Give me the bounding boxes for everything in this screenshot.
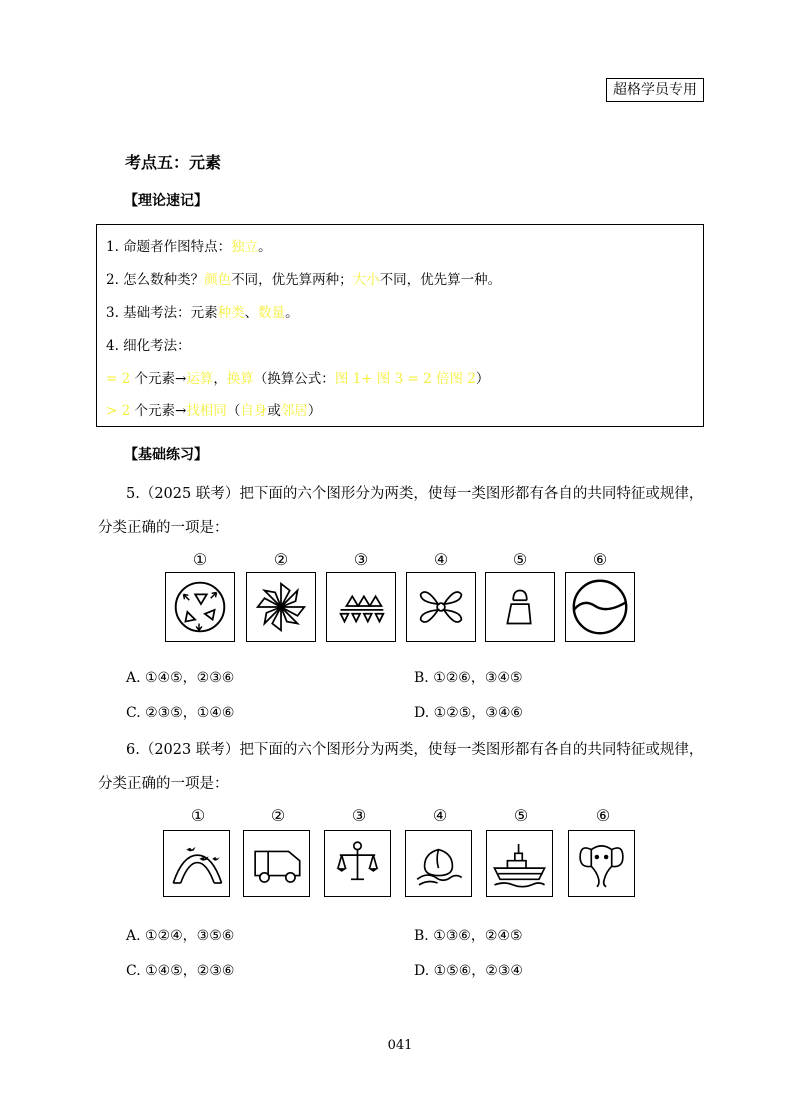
theory-heading: 【理论速记】 xyxy=(124,193,208,209)
ship-icon xyxy=(487,831,552,896)
yin-yang-wave-icon xyxy=(566,573,634,641)
q5-label-2: ② xyxy=(273,550,289,569)
q5-option-b[interactable]: B. ①②⑥，③④⑤ xyxy=(414,670,523,686)
q6-label-4: ④ xyxy=(432,806,448,825)
q6-figure-6[interactable] xyxy=(568,830,635,897)
question-5-text-cont: 分类正确的一项是： xyxy=(98,520,229,536)
elephant-icon xyxy=(569,831,634,896)
q5-label-3: ③ xyxy=(353,550,369,569)
scale-person-icon xyxy=(325,831,390,896)
q6-label-2: ② xyxy=(270,806,286,825)
bus-icon xyxy=(244,831,309,896)
q6-option-d[interactable]: D. ①⑤⑥，②③④ xyxy=(414,963,523,979)
q6-label-6: ⑥ xyxy=(595,806,611,825)
q5-figure-2[interactable] xyxy=(246,572,316,642)
q6-option-b[interactable]: B. ①③⑥，②④⑤ xyxy=(414,928,523,944)
q6-option-c[interactable]: C. ①④⑤，②③⑥ xyxy=(126,963,235,979)
peach-icon xyxy=(406,831,471,896)
q5-figure-3[interactable] xyxy=(326,572,396,642)
q6-figure-4[interactable] xyxy=(405,830,472,897)
question-5-text: 5.（2025 联考）把下面的六个图形分为两类，使每一类图形都有各自的共同特征或规律， xyxy=(126,486,704,502)
q5-figure-1[interactable] xyxy=(165,572,235,642)
q6-label-1: ① xyxy=(190,806,206,825)
bridge-birds-icon xyxy=(164,831,229,896)
q6-figure-5[interactable] xyxy=(486,830,553,897)
q6-figure-2[interactable] xyxy=(243,830,310,897)
theory-line-3: 3. 基础考法：元素种类、数量。 xyxy=(106,305,299,321)
circle-arrows-icon xyxy=(166,573,234,641)
practice-heading: 【基础练习】 xyxy=(124,447,208,463)
q6-figure-1[interactable] xyxy=(163,830,230,897)
question-6-text: 6.（2023 联考）把下面的六个图形分为两类，使每一类图形都有各自的共同特征或规律， xyxy=(126,742,704,758)
q6-option-a[interactable]: A. ①②④，③⑤⑥ xyxy=(126,928,235,944)
q5-option-d[interactable]: D. ①②⑤，③④⑥ xyxy=(414,705,523,721)
q6-figure-3[interactable] xyxy=(324,830,391,897)
exclusive-badge: 超格学员专用 xyxy=(606,78,704,102)
q5-option-c[interactable]: C. ②③⑤，①④⑥ xyxy=(126,705,235,721)
q5-label-5: ⑤ xyxy=(512,550,528,569)
question-6-text-cont: 分类正确的一项是： xyxy=(98,776,229,792)
q5-label-6: ⑥ xyxy=(592,550,608,569)
q5-option-a[interactable]: A. ①④⑤，②③⑥ xyxy=(126,670,235,686)
theory-line-6: > 2 个元素→找相同（自身或邻居） xyxy=(106,403,322,419)
q6-label-5: ⑤ xyxy=(513,806,529,825)
theory-box xyxy=(96,224,704,427)
theory-line-1: 1. 命题者作图特点：独立。 xyxy=(106,239,272,255)
page-number: 041 xyxy=(387,1038,413,1053)
section-title: 考点五：元素 xyxy=(125,153,222,172)
theory-line-4: 4. 细化考法： xyxy=(106,338,191,354)
q5-label-1: ① xyxy=(192,550,208,569)
q5-figure-5[interactable] xyxy=(485,572,555,642)
theory-line-5: = 2 个元素→运算，换算（换算公式：图 1+ 图 3 = 2 倍图 2） xyxy=(106,371,490,387)
triangles-icon xyxy=(327,573,395,641)
pinwheel-icon xyxy=(247,573,315,641)
q5-label-4: ④ xyxy=(433,550,449,569)
q6-label-3: ③ xyxy=(351,806,367,825)
q5-figure-6[interactable] xyxy=(565,572,635,642)
theory-line-2: 2. 怎么数种类？颜色不同，优先算两种；大小不同，优先算一种。 xyxy=(106,272,502,288)
flower-icon xyxy=(407,573,475,641)
q5-figure-4[interactable] xyxy=(406,572,476,642)
lighthouse-icon xyxy=(486,573,554,641)
